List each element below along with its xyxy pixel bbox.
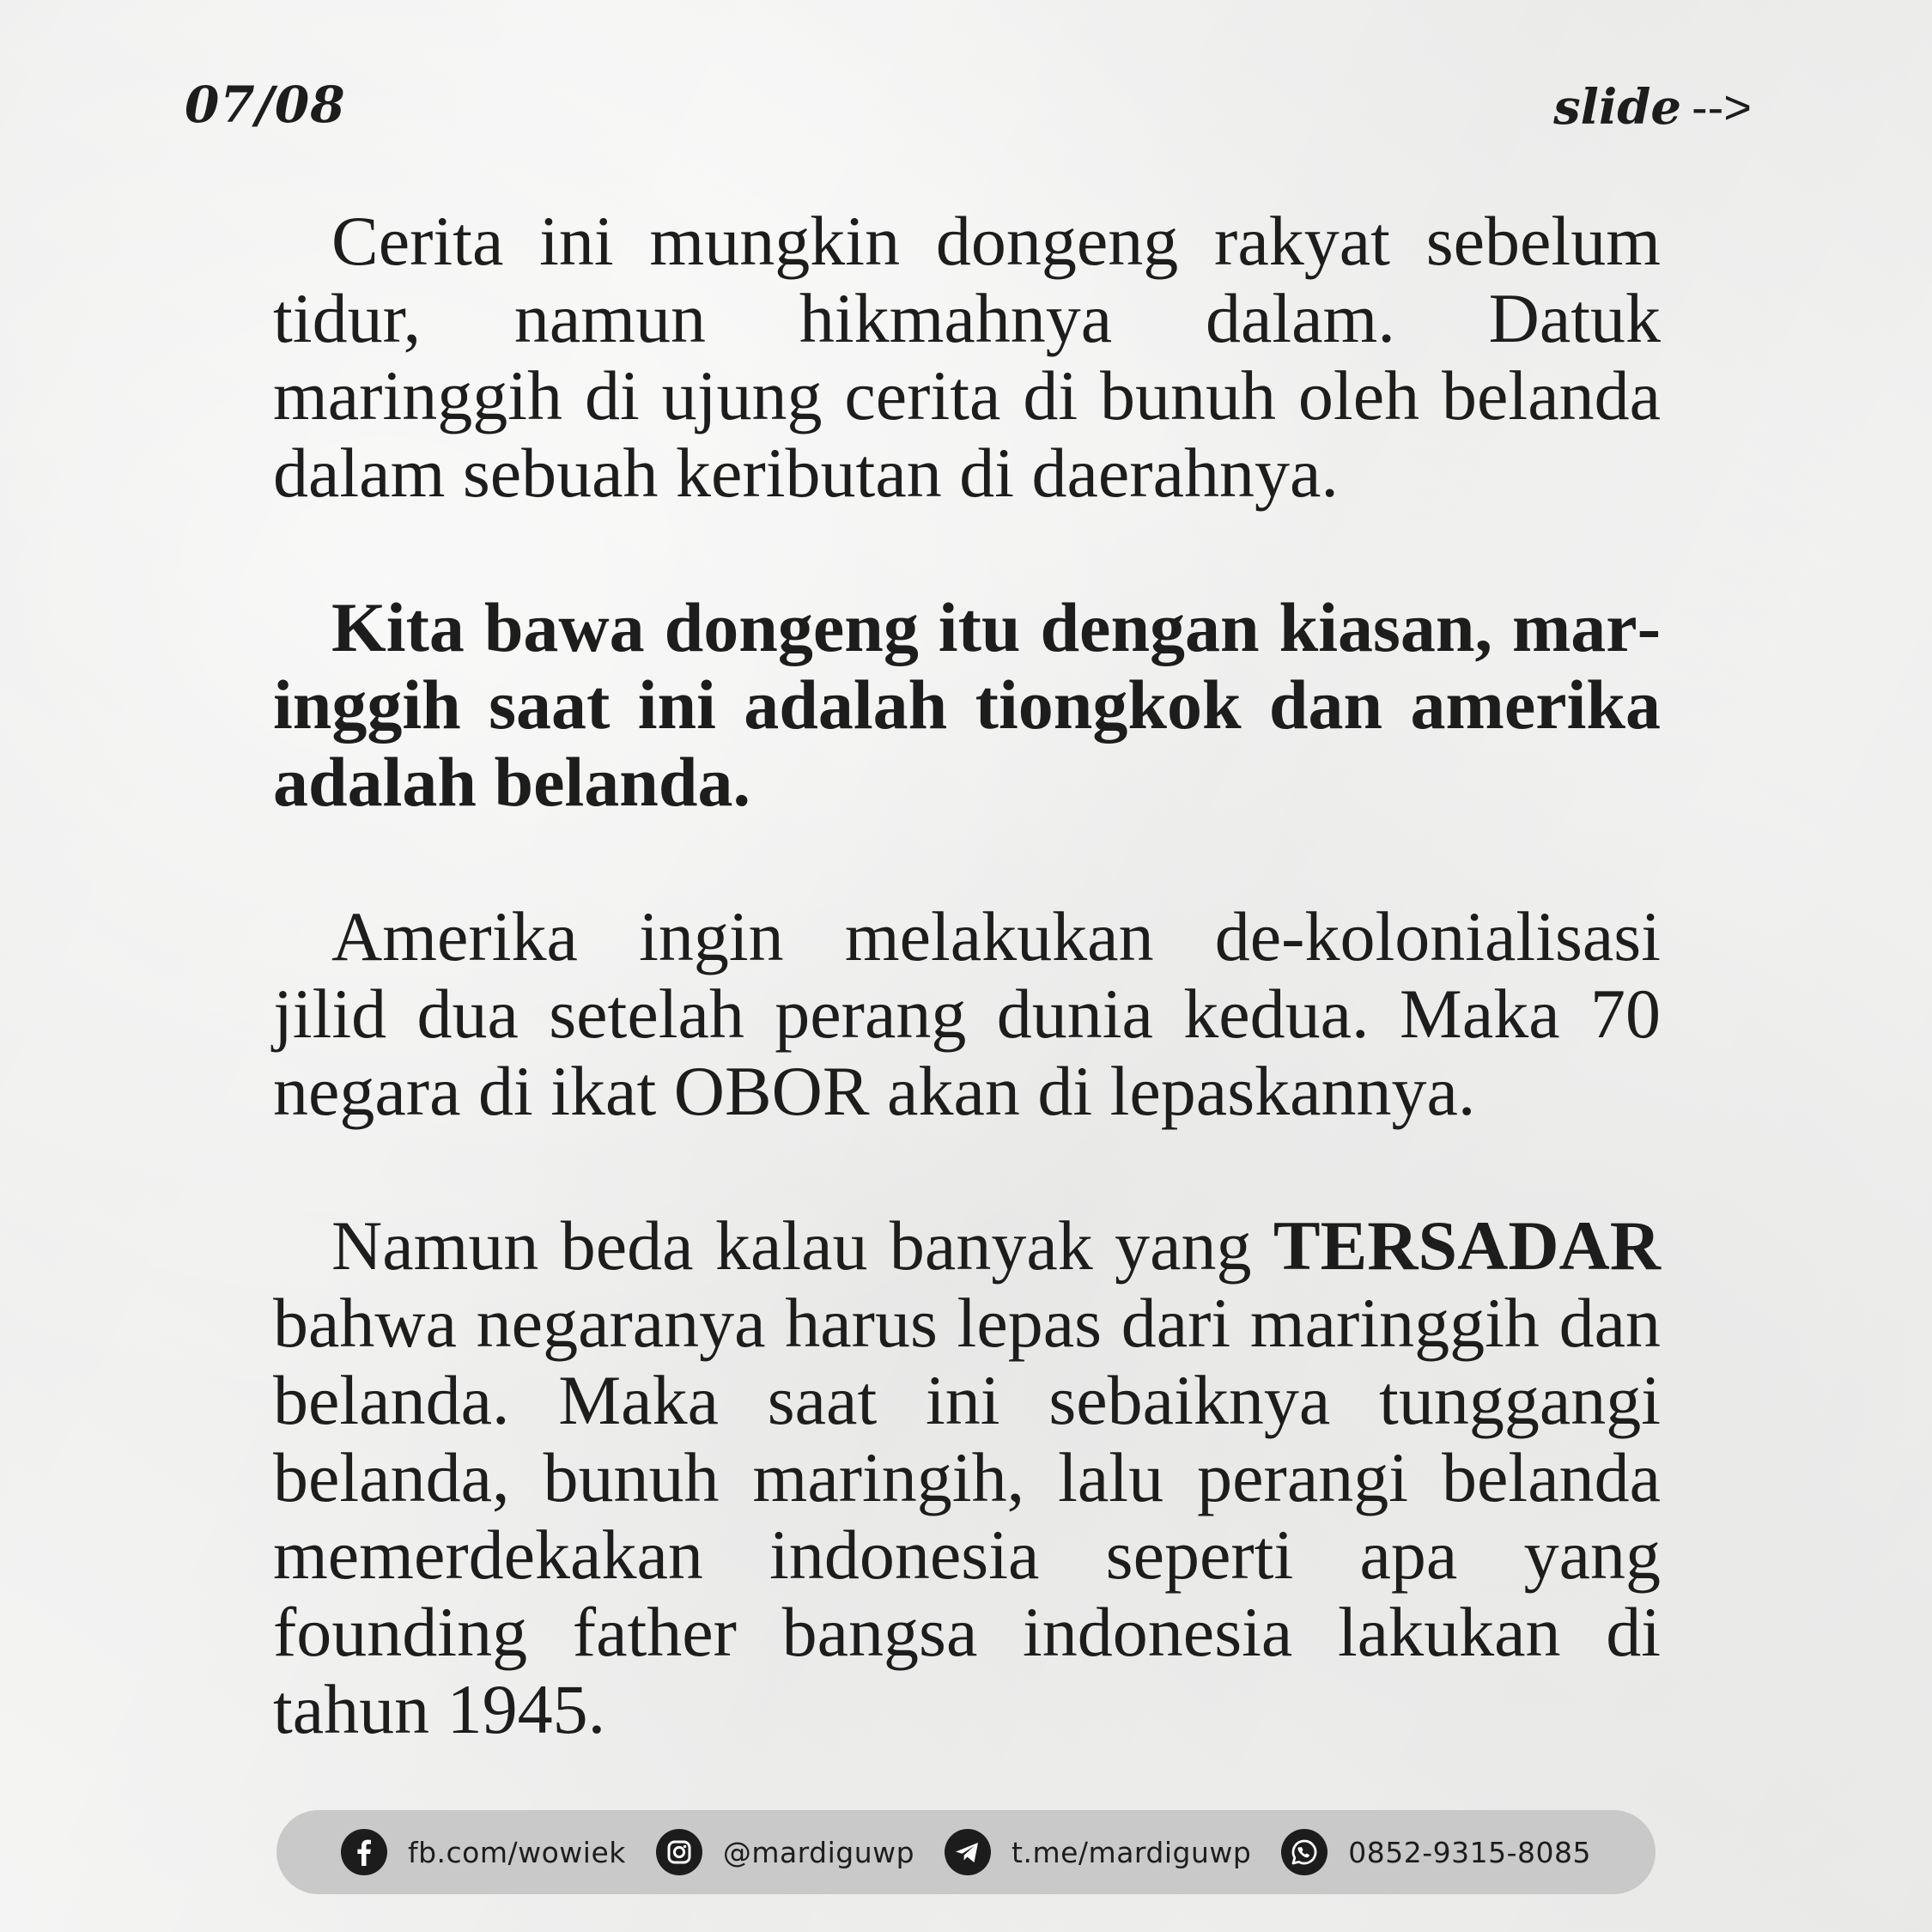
paragraph-4 [273, 1207, 1661, 1748]
page-number: 07/08 [185, 76, 346, 134]
paragraph-2-highlight: Kita bawa dongeng itu dengan kiasan, maringgih saat ini adalah tiongkok dan amerika adalah belanda. [273, 588, 1661, 821]
facebook-label: fb.com/wowiek [407, 1835, 626, 1869]
contact-telegram[interactable] [945, 1829, 1251, 1875]
contact-bar [276, 1810, 1656, 1894]
paragraph-1: Cerita ini mungkin dongeng rakyat sebelum tidur, namun hikmahnya dalam. Datuk maringgih di ujung cerita di bunuh oleh belanda dalam sebuah keributan di daerahnya. [273, 202, 1661, 512]
paragraph-4-emphasis: TERSADAR [1273, 1206, 1661, 1285]
whatsapp-label: 0852-9315-8085 [1348, 1835, 1592, 1869]
contact-facebook[interactable] [341, 1829, 626, 1875]
telegram-label: t.me/mardiguwp [1012, 1835, 1252, 1869]
instagram-icon [656, 1829, 702, 1875]
paragraph-4-suffix: bahwa negaranya harus lepas dari maringgih dan belanda. Maka saat ini sebaiknya tunggangi belanda, bunuh maringih, lalu perangi belanda memerdekakan indonesia seperti apa yang founding father bangsa indonesia lakukan di tahun 1945. [273, 1284, 1661, 1748]
facebook-icon [341, 1829, 387, 1875]
paragraph-4-prefix: Namun beda kalau banyak yang [331, 1206, 1273, 1285]
telegram-icon [945, 1829, 991, 1875]
instagram-label: @mardiguwp [722, 1835, 915, 1869]
whatsapp-icon [1281, 1829, 1327, 1875]
paragraph-3: Amerika ingin melakukan de-kolonialisasi jilid dua setelah perang dunia kedua. Maka 70 negara di ikat OBOR akan di lepaskannya. [273, 897, 1661, 1130]
contact-instagram[interactable] [656, 1829, 914, 1875]
slide-hint-label: slide [1553, 79, 1681, 136]
slide-arrow-icon: --> [1692, 80, 1752, 134]
article-body [273, 203, 1661, 1826]
slide-hint [1553, 79, 1752, 136]
contact-whatsapp[interactable] [1281, 1829, 1591, 1875]
